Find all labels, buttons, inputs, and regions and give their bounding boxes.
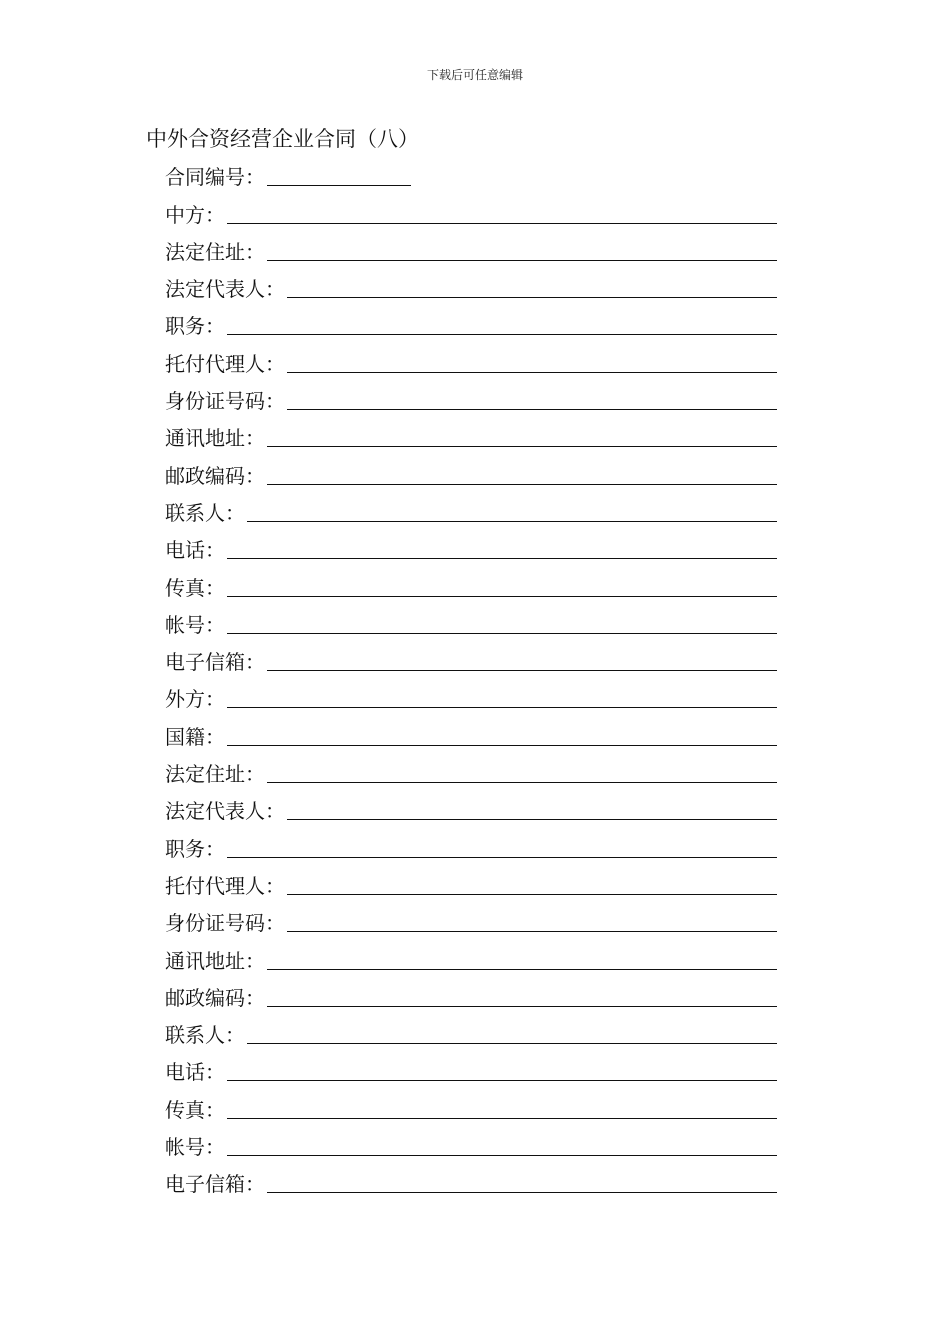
- field-row: [165, 1084, 777, 1121]
- field-row: [165, 786, 777, 823]
- field-label: 传真：: [165, 1097, 225, 1122]
- field-row: [165, 1122, 777, 1159]
- field-blank[interactable]: [287, 893, 777, 895]
- field-blank[interactable]: [287, 371, 777, 373]
- field-label: 联系人：: [165, 500, 245, 525]
- field-row: [165, 749, 777, 786]
- field-row: [165, 861, 777, 898]
- field-row: [165, 376, 777, 413]
- foreign-party-label: 外方：: [165, 687, 225, 712]
- page-header-note: 下载后可任意编辑: [426, 68, 523, 82]
- field-label: 托付代理人：: [165, 873, 285, 898]
- field-label: 电话：: [165, 538, 225, 563]
- document-title: 中外合资经营企业合同（八）: [146, 127, 419, 151]
- field-row: [165, 1047, 777, 1084]
- field-blank[interactable]: [267, 781, 777, 783]
- foreign-party-row: [165, 674, 777, 711]
- field-blank[interactable]: [227, 1117, 777, 1119]
- field-label: 帐号：: [165, 612, 225, 637]
- field-label: 通讯地址：: [165, 948, 265, 973]
- field-blank[interactable]: [227, 856, 777, 858]
- field-label: 托付代理人：: [165, 351, 285, 376]
- field-row: [165, 935, 777, 972]
- field-label: 邮政编码：: [165, 463, 265, 488]
- field-blank[interactable]: [247, 520, 777, 522]
- field-blank[interactable]: [227, 1079, 777, 1081]
- field-row: [165, 450, 777, 487]
- field-row: [165, 227, 777, 264]
- field-row: [165, 525, 777, 562]
- field-row: [165, 562, 777, 599]
- field-label: 身份证号码：: [165, 911, 285, 936]
- field-label: 联系人：: [165, 1023, 245, 1048]
- field-label: 电子信箱：: [165, 1172, 265, 1197]
- chinese-party-label: 中方：: [165, 202, 225, 227]
- contract-number-label: 合同编号：: [165, 165, 265, 190]
- field-row: [165, 488, 777, 525]
- contract-form: [165, 152, 777, 1196]
- field-blank[interactable]: [227, 557, 777, 559]
- field-row: [165, 973, 777, 1010]
- field-row: [165, 1159, 777, 1196]
- field-label: 电子信箱：: [165, 650, 265, 675]
- field-blank[interactable]: [267, 259, 777, 261]
- foreign-party-blank[interactable]: [227, 706, 777, 708]
- field-blank[interactable]: [267, 483, 777, 485]
- field-label: 国籍：: [165, 724, 225, 749]
- field-row: [165, 637, 777, 674]
- field-row: [165, 600, 777, 637]
- field-label: 法定代表人：: [165, 277, 285, 302]
- field-blank[interactable]: [267, 968, 777, 970]
- chinese-party-blank[interactable]: [227, 222, 777, 224]
- field-blank[interactable]: [267, 445, 777, 447]
- field-blank[interactable]: [247, 1042, 777, 1044]
- field-label: 职务：: [165, 836, 225, 861]
- contract-number-row: [165, 152, 777, 189]
- field-blank[interactable]: [267, 669, 777, 671]
- field-row: [165, 338, 777, 375]
- contract-number-blank[interactable]: [267, 184, 411, 186]
- field-blank[interactable]: [227, 744, 777, 746]
- field-blank[interactable]: [287, 296, 777, 298]
- field-blank[interactable]: [227, 595, 777, 597]
- field-label: 电话：: [165, 1060, 225, 1085]
- field-row: [165, 1010, 777, 1047]
- field-blank[interactable]: [287, 930, 777, 932]
- field-label: 法定住址：: [165, 762, 265, 787]
- field-label: 通讯地址：: [165, 426, 265, 451]
- chinese-party-row: [165, 189, 777, 226]
- field-label: 法定代表人：: [165, 799, 285, 824]
- field-blank[interactable]: [287, 818, 777, 820]
- field-label: 法定住址：: [165, 239, 265, 264]
- field-row: [165, 413, 777, 450]
- field-label: 帐号：: [165, 1135, 225, 1160]
- field-blank[interactable]: [287, 408, 777, 410]
- field-blank[interactable]: [227, 632, 777, 634]
- field-row: [165, 301, 777, 338]
- field-blank[interactable]: [227, 333, 777, 335]
- field-blank[interactable]: [267, 1191, 777, 1193]
- field-label: 职务：: [165, 314, 225, 339]
- field-row: [165, 898, 777, 935]
- field-row: [165, 823, 777, 860]
- field-blank[interactable]: [267, 1005, 777, 1007]
- field-row: [165, 711, 777, 748]
- field-label: 身份证号码：: [165, 389, 285, 414]
- field-label: 传真：: [165, 575, 225, 600]
- field-row: [165, 264, 777, 301]
- field-blank[interactable]: [227, 1154, 777, 1156]
- field-label: 邮政编码：: [165, 985, 265, 1010]
